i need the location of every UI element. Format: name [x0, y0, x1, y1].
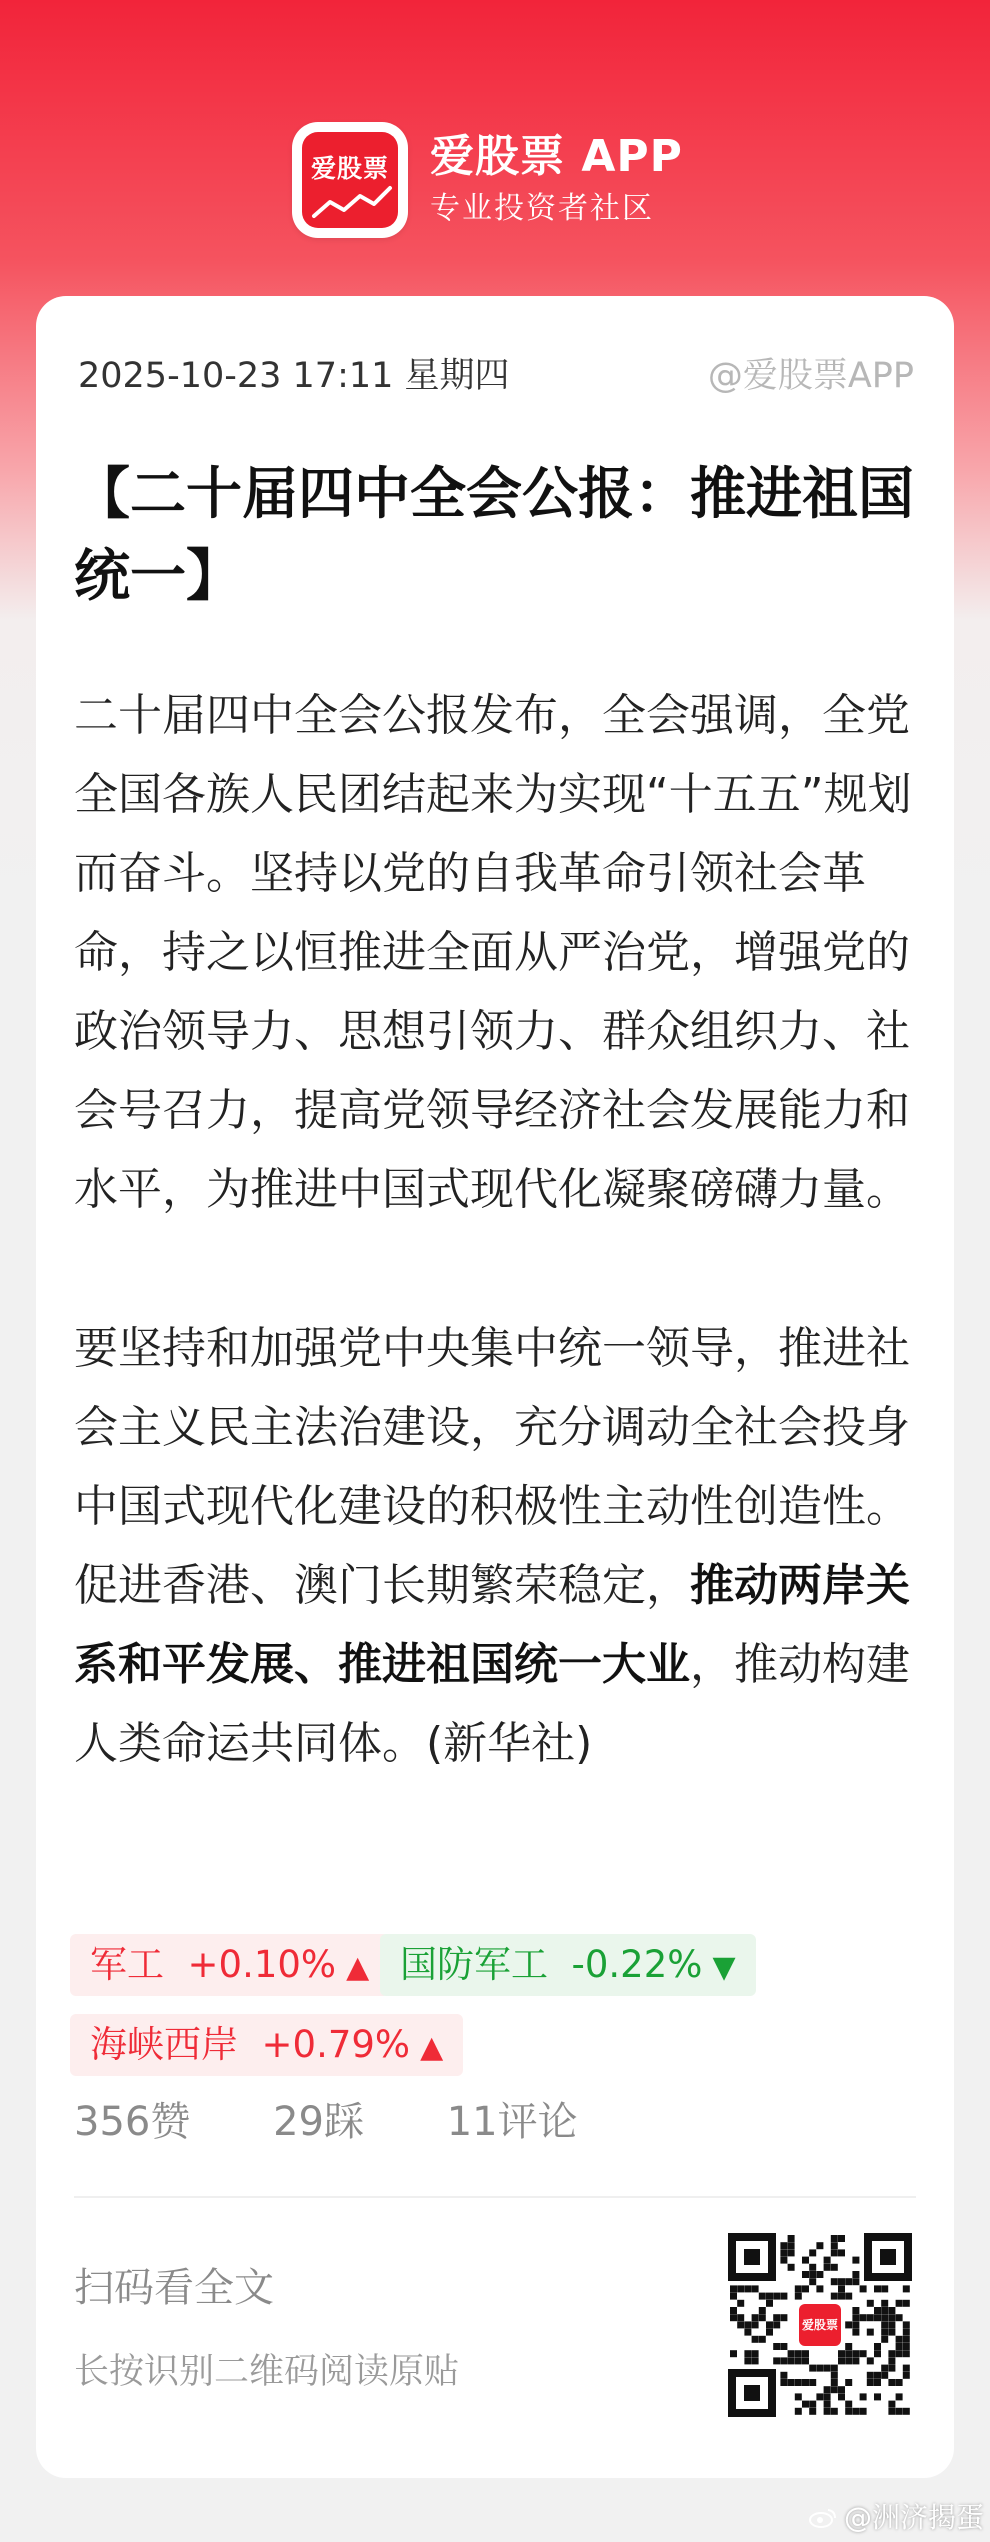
qr-module: [730, 2307, 737, 2314]
qr-module: [795, 2393, 802, 2400]
watermark: [808, 2500, 984, 2536]
paragraph-1: 二十届四中全会公报发布，全会强调，全党全国各族人民团结起来为实现“十五五”规划而奋斗。坚持以党的自我革命引领社会革命，持之以恒推进全面从严治党，增强党的政治领导力、思想引领力、群众组织力、社会号召力，提高党领导经济社会发展能力和水平，为推进中国式现代化凝聚磅礴力量。: [74, 690, 912, 1215]
qr-module: [881, 2336, 888, 2343]
qr-module: [773, 2321, 780, 2328]
qr-module: [780, 2257, 787, 2264]
qr-module: [824, 2401, 831, 2408]
qr-module: [802, 2401, 809, 2408]
qr-module: [802, 2350, 809, 2357]
qr-module: [802, 2379, 809, 2386]
qr-module: [860, 2285, 867, 2292]
qr-module: [838, 2285, 845, 2292]
qr-module: [831, 2408, 838, 2415]
qr-module: [780, 2379, 787, 2386]
qr-module: [888, 2329, 895, 2336]
qr-module: [831, 2293, 838, 2300]
qr-module: [867, 2357, 874, 2364]
qr-module: [795, 2285, 802, 2292]
qr-module: [896, 2300, 903, 2307]
logo-text: 爱股票: [310, 154, 389, 183]
qr-module: [780, 2249, 787, 2256]
qr-module: [860, 2393, 867, 2400]
qr-module: [809, 2278, 816, 2285]
qr-module: [795, 2293, 802, 2300]
qr-module: [737, 2285, 744, 2292]
qr-module: [896, 2350, 903, 2357]
tag-guofang-jungong[interactable]: [380, 1934, 756, 1996]
qr-module: [780, 2372, 787, 2379]
qr-module: [852, 2329, 859, 2336]
app-tagline: 专业投资者社区: [430, 191, 654, 226]
qr-module: [752, 2321, 759, 2328]
qr-module: [881, 2372, 888, 2379]
qr-module: [809, 2408, 816, 2415]
qr-module: [903, 2343, 910, 2350]
qr-module: [867, 2314, 874, 2321]
app-name: 爱股票 APP: [430, 131, 683, 182]
qr-module: [831, 2278, 838, 2285]
qr-module: [824, 2393, 831, 2400]
qr-module: [838, 2278, 845, 2285]
qr-module: [867, 2300, 874, 2307]
qr-module: [773, 2357, 780, 2364]
qr-module: [881, 2314, 888, 2321]
qr-module: [737, 2300, 744, 2307]
qr-module: [759, 2336, 766, 2343]
qr-module: [809, 2271, 816, 2278]
qr-module: [903, 2300, 910, 2307]
qr-module: [896, 2408, 903, 2415]
qr-module: [809, 2401, 816, 2408]
qr-module: [788, 2379, 795, 2386]
qr-module: [845, 2401, 852, 2408]
qr-module: [903, 2329, 910, 2336]
qr-module: [744, 2350, 751, 2357]
qr-module: [874, 2307, 881, 2314]
qr-module: [752, 2357, 759, 2364]
qr-module: [860, 2314, 867, 2321]
qr-module: [809, 2249, 816, 2256]
qr-module: [888, 2379, 895, 2386]
qr-module: [780, 2357, 787, 2364]
qr-module: [752, 2285, 759, 2292]
qr-module: [831, 2249, 838, 2256]
qr-module: [860, 2408, 867, 2415]
qr-module: [903, 2336, 910, 2343]
qr-module: [831, 2372, 838, 2379]
qr-module: [874, 2372, 881, 2379]
qr-module: [788, 2350, 795, 2357]
tag-change: +0.10%: [187, 1943, 337, 1986]
tag-name: 国防军工: [400, 1943, 548, 1986]
brand-header: [292, 120, 683, 240]
qr-module: [831, 2235, 838, 2242]
qr-module: [816, 2365, 823, 2372]
qr-module: [867, 2372, 874, 2379]
qr-module: [831, 2365, 838, 2372]
qr-module: [852, 2307, 859, 2314]
post-body: [74, 676, 924, 1783]
tag-name: 军工: [90, 1943, 164, 1986]
qr-module: [780, 2343, 787, 2350]
qr-module: [845, 2357, 852, 2364]
qr-module: [845, 2350, 852, 2357]
qr-module: [766, 2300, 773, 2307]
qr-module: [888, 2365, 895, 2372]
qr-module: [896, 2343, 903, 2350]
qr-module: [730, 2285, 737, 2292]
qr-module: [795, 2350, 802, 2357]
qr-module: [802, 2271, 809, 2278]
post-title: 【二十届四中全会公报：推进祖国统一】: [74, 462, 914, 609]
qr-module: [838, 2386, 845, 2393]
qr-module: [845, 2293, 852, 2300]
qr-module: [824, 2386, 831, 2393]
comment-count[interactable]: 11评论: [446, 2099, 578, 2145]
qr-module: [802, 2357, 809, 2364]
post-stats: [74, 2096, 648, 2148]
weibo-icon: [808, 2507, 838, 2529]
qr-module: [896, 2336, 903, 2343]
qr-module: [809, 2264, 816, 2271]
qr-module: [903, 2321, 910, 2328]
qr-module: [867, 2329, 874, 2336]
qr-module: [896, 2393, 903, 2400]
qr-module: [824, 2408, 831, 2415]
scan-subtitle: 长按识别二维码阅读原贴: [74, 2352, 460, 2392]
qr-module: [881, 2321, 888, 2328]
qr-module: [881, 2285, 888, 2292]
qr-module: [773, 2293, 780, 2300]
tag-name: 海峡西岸: [90, 2023, 238, 2066]
qr-module: [852, 2321, 859, 2328]
qr-module: [838, 2393, 845, 2400]
tag-change: +0.79%: [261, 2023, 411, 2066]
qr-module: [788, 2235, 795, 2242]
qr-module: [845, 2278, 852, 2285]
qr-module: [881, 2329, 888, 2336]
qr-module: [816, 2285, 823, 2292]
qr-module: [780, 2293, 787, 2300]
qr-module: [780, 2314, 787, 2321]
qr-module: [888, 2350, 895, 2357]
qr-module: [816, 2271, 823, 2278]
qr-module: [831, 2264, 838, 2271]
qr-module: [788, 2242, 795, 2249]
qr-module: [759, 2293, 766, 2300]
paragraph-2-start: 要坚持和加强党中央集中统一领导，推进社会主义民主法治建设，充分调动全社会投身中国式现代化建设的积极性主动性创造性。促进香港、澳门长期繁荣稳定，: [74, 1323, 910, 1611]
qr-module: [802, 2285, 809, 2292]
qr-module: [874, 2343, 881, 2350]
qr-module: [896, 2314, 903, 2321]
qr-module: [831, 2379, 838, 2386]
qr-module: [888, 2307, 895, 2314]
qr-module: [896, 2379, 903, 2386]
qr-module: [845, 2379, 852, 2386]
qr-module: [867, 2379, 874, 2386]
qr-module: [903, 2365, 910, 2372]
qr-module: [874, 2285, 881, 2292]
qr-module: [730, 2293, 737, 2300]
qr-module: [773, 2343, 780, 2350]
qr-module: [852, 2408, 859, 2415]
qr-module: [788, 2249, 795, 2256]
qr-module: [759, 2307, 766, 2314]
qr-module: [780, 2242, 787, 2249]
watermark-text: @洲济揭蛋: [843, 2501, 984, 2534]
qr-module: [816, 2393, 823, 2400]
qr-module: [831, 2242, 838, 2249]
qr-module: [845, 2343, 852, 2350]
qr-module: [888, 2408, 895, 2415]
qr-module: [874, 2350, 881, 2357]
qr-module: [852, 2314, 859, 2321]
qr-module: [838, 2249, 845, 2256]
qr-module: [795, 2408, 802, 2415]
triangle-up-icon: ▲: [420, 2030, 444, 2065]
qr-module: [744, 2321, 751, 2328]
qr-module: [752, 2350, 759, 2357]
app-logo: [292, 122, 408, 238]
qr-module: [903, 2372, 910, 2379]
chart-line-icon: [310, 182, 394, 222]
qr-module: [903, 2285, 910, 2292]
qr-module: [809, 2365, 816, 2372]
qr-module: [888, 2321, 895, 2328]
qr-module: [744, 2357, 751, 2364]
qr-module: [766, 2321, 773, 2328]
qr-module: [852, 2271, 859, 2278]
qr-module: [795, 2379, 802, 2386]
qr-module: [788, 2357, 795, 2364]
qr-module: [852, 2278, 859, 2285]
tag-haixia-xian[interactable]: [70, 2014, 463, 2076]
qr-module: [888, 2314, 895, 2321]
post-datetime: 2025-10-23 17:11 星期四: [78, 356, 510, 396]
qr-module: [881, 2365, 888, 2372]
post-card: [36, 296, 954, 2478]
qr-module: [838, 2350, 845, 2357]
qr-module: [881, 2307, 888, 2314]
tag-change: -0.22%: [571, 1943, 703, 1986]
qr-module: [766, 2293, 773, 2300]
qr-module: [852, 2357, 859, 2364]
qr-module: [737, 2321, 744, 2328]
qr-module: [903, 2350, 910, 2357]
divider: [74, 2196, 916, 2198]
tag-junggong[interactable]: [70, 1934, 389, 1996]
qr-module: [845, 2321, 852, 2328]
qr-module: [816, 2242, 823, 2249]
qr-logo-text: 爱股票: [801, 2318, 839, 2332]
qr-module: [752, 2336, 759, 2343]
qr-module: [759, 2314, 766, 2321]
qr-module: [752, 2314, 759, 2321]
qr-module: [809, 2379, 816, 2386]
qr-module: [773, 2314, 780, 2321]
qr-module: [852, 2350, 859, 2357]
qr-module: [737, 2314, 744, 2321]
qr-module: [874, 2393, 881, 2400]
qr-module: [795, 2357, 802, 2364]
like-count[interactable]: 356赞: [74, 2099, 191, 2145]
qr-module: [838, 2293, 845, 2300]
qr-module: [852, 2257, 859, 2264]
qr-module: [824, 2365, 831, 2372]
qr-module: [730, 2314, 737, 2321]
qr-module: [874, 2314, 881, 2321]
qr-module: [881, 2300, 888, 2307]
paragraph-2-end: ，推动构建人类命运共同体。(新华社): [74, 1639, 910, 1769]
qr-module: [788, 2264, 795, 2271]
qr-module: [838, 2357, 845, 2364]
qr-module: [888, 2401, 895, 2408]
qr-module: [744, 2329, 751, 2336]
qr-module: [831, 2386, 838, 2393]
scan-title: 扫码看全文: [74, 2265, 274, 2311]
qr-module: [730, 2350, 737, 2357]
triangle-up-icon: ▲: [346, 1950, 370, 1985]
qr-module: [874, 2379, 881, 2386]
qr-module: [888, 2357, 895, 2364]
qr-module: [744, 2285, 751, 2292]
qr-module: [903, 2408, 910, 2415]
paragraph-2-bold: 推动两岸关系和平发展、推进祖国统一大业: [74, 1560, 910, 1690]
qr-module: [838, 2235, 845, 2242]
qr-module: [824, 2257, 831, 2264]
dislike-count[interactable]: 29踩: [273, 2099, 364, 2145]
qr-module: [860, 2350, 867, 2357]
qr-code[interactable]: [726, 2231, 914, 2419]
triangle-down-icon: ▼: [712, 1950, 736, 1985]
paragraph-2: [74, 1309, 924, 1783]
qr-module: [824, 2264, 831, 2271]
qr-module: [766, 2329, 773, 2336]
qr-module: [845, 2408, 852, 2415]
qr-module: [802, 2257, 809, 2264]
post-source[interactable]: @爱股票APP: [707, 356, 914, 396]
